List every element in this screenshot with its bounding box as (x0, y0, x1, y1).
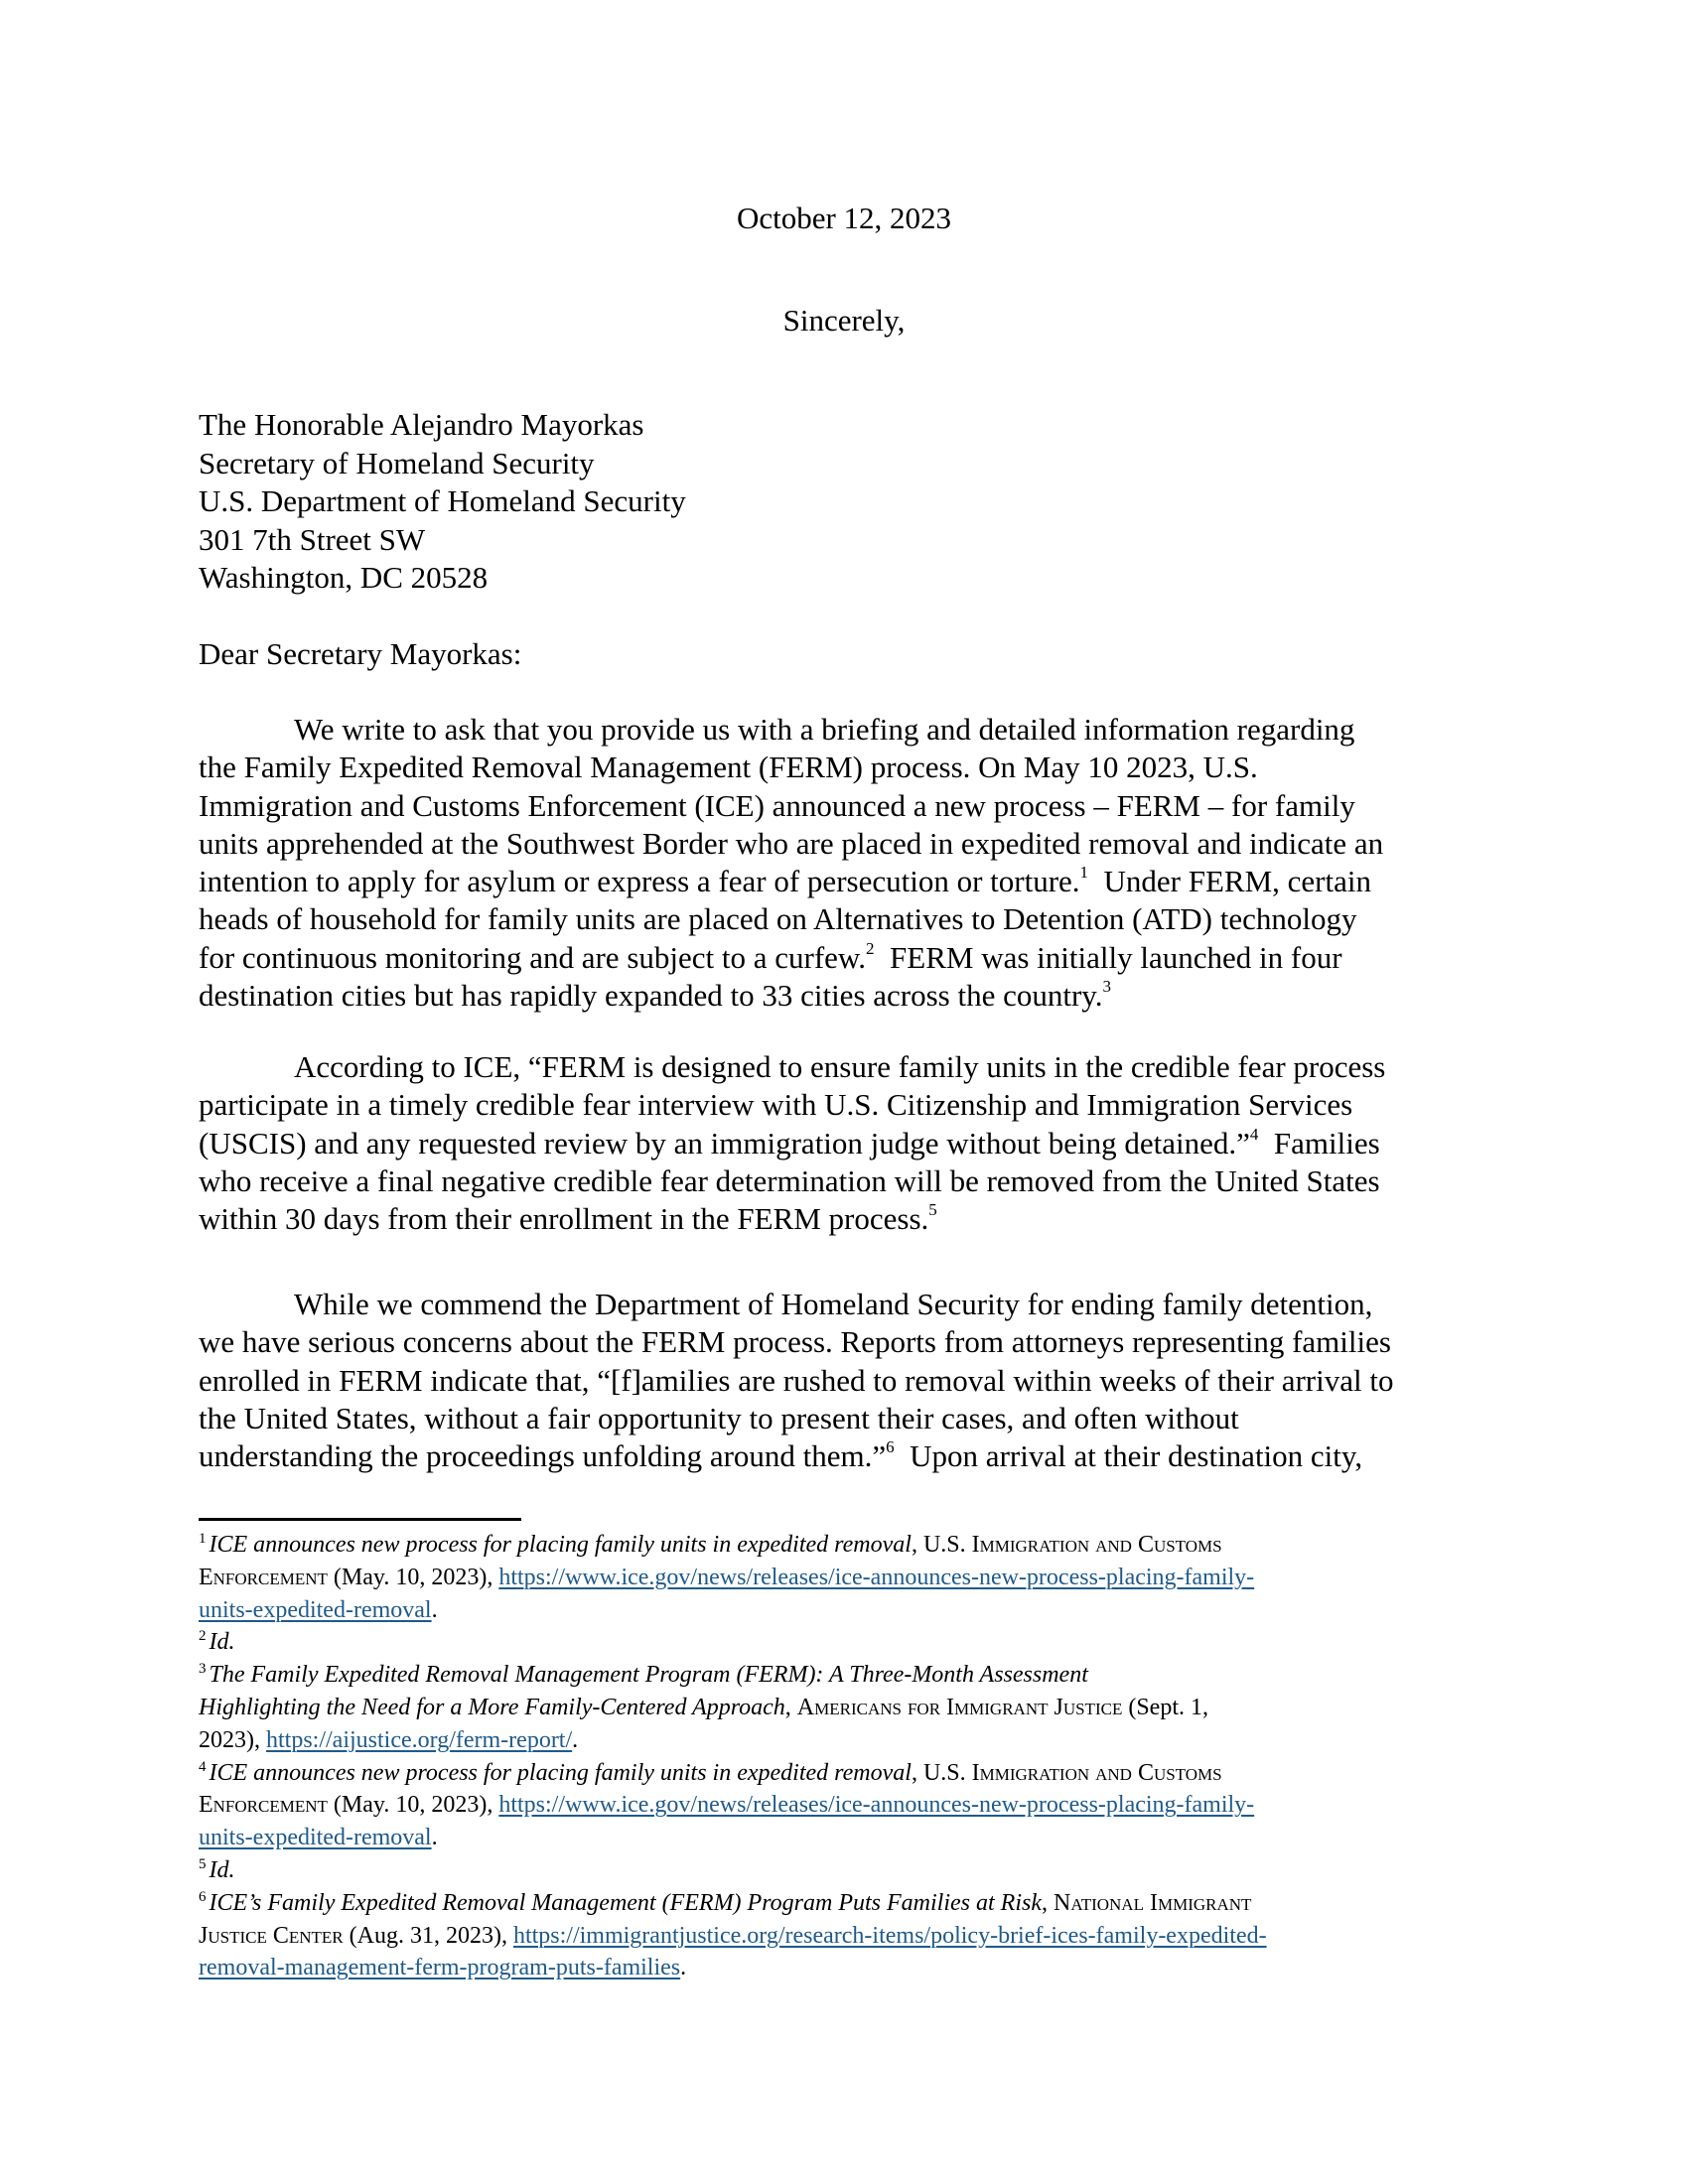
paragraph-line: who receive a final negative credible fear determination will be removed from the United States (199, 1162, 1380, 1198)
footnote-6: $^6$ ICE’s Family Expedited Removal Management (FERM) Program Puts Families at Risk, National Immigrant (199, 1888, 1252, 1916)
footnote-ref-6[interactable]: 6 (886, 1437, 895, 1457)
body-paragraph-2 (199, 1048, 1489, 1238)
paragraph-line: According to ICE, “FERM is designed to ensure family units in the credible fear process (294, 1049, 1386, 1084)
recipient-street: 301 7th Street SW (199, 521, 426, 557)
paragraph-line: for continuous monitoring and are subject to a curfew.$^2$ FERM was initially launched in four (199, 938, 1342, 975)
paragraph-line: understanding the proceedings unfolding around them.”$^6$ Upon arrival at their destination city, (199, 1437, 1363, 1474)
paragraph-line: While we commend the Department of Homeland Security for ending family detention, (294, 1287, 1373, 1321)
letter-date: October 12, 2023 (736, 201, 952, 235)
footnote-5: $^5$ Id. (199, 1855, 235, 1883)
paragraph-line: We write to ask that you provide us with a briefing and detailed information regarding (294, 712, 1355, 747)
paragraph-line: enrolled in FERM indicate that, “[f]amilies are rushed to removal within weeks of their arrival to (199, 1362, 1394, 1398)
footnote-ref-5[interactable]: 5 (928, 1200, 937, 1220)
footnote-3: $^3$ The Family Expedited Removal Management Program (FERM): A Three-Month Assessment (199, 1661, 1088, 1689)
recipient-name: The Honorable Alejandro Mayorkas (199, 407, 644, 442)
paragraph-line: units apprehended at the Southwest Border who are placed in expedited removal and indicate an (199, 825, 1384, 861)
recipient-address-block (199, 406, 686, 598)
paragraph-line: destination cities but has rapidly expanded to 33 cities across the country.$^3$ (199, 977, 1112, 1014)
paragraph-line: participate in a timely credible fear interview with U.S. Citizenship and Immigration Services (199, 1087, 1353, 1123)
footnote-ref-3[interactable]: 3 (1102, 977, 1112, 997)
letter-closing: Sincerely, (782, 303, 906, 338)
footnote-6-link[interactable]: https://immigrantjustice.org/research-items/policy-brief-ices-family-expedited- (512, 1922, 1267, 1949)
footnote-1: $^1$ ICE announces new process for placing family units in expedited removal, U.S. Immigration and Customs (199, 1531, 1222, 1558)
paragraph-line: intention to apply for asylum or express a fear of persecution or torture.$^1$ Under FERM, certain (199, 863, 1371, 899)
footnote-title: ICE’s Family Expedited Removal Management (FERM) Program Puts Families at Risk (209, 1889, 1042, 1916)
footnote-ref-4[interactable]: 4 (1249, 1124, 1259, 1144)
paragraph-line: within 30 days from their enrollment in the FERM process.$^5$ (199, 1200, 937, 1237)
footnote-1-link[interactable]: https://www.ice.gov/news/releases/ice-announces-new-process-placing-family- (498, 1564, 1255, 1590)
paragraph-line: (USCIS) and any requested review by an immigration judge without being detained.”$^4$ Families (199, 1124, 1380, 1160)
footnote-4-link-cont[interactable]: units-expedited-removal (199, 1825, 432, 1851)
paragraph-line: we have serious concerns about the FERM process. Reports from attorneys representing families (199, 1324, 1391, 1360)
footnote-ref-1[interactable]: 1 (1079, 863, 1089, 883)
recipient-title: Secretary of Homeland Security (199, 445, 595, 480)
footnotes-section: $^1$ ICE announces new process for placing family units in expedited removal, U.S. Immigration and Customs Enforcement (May. 10, 2023), https://www.ice.gov/news/releases/ice-announces-new-process-placing-family- units-expedited-removal. $^2$ Id. $^3$ The Family Expedited Removal Management Program (FERM): A Three-Month Assessment Highlighting the Need for a More Family-Centered Approach, Americans for Immigrant Justice (Sept. 1, 2023), https://aijustice.org/ferm-report/. $^4$ ICE announces new process for placing family units in expedited removal, U.S. Immigration and Customs Enforcement (May. 10, 2023), https://www.ice.gov/news/releases/ice-announces-new-process-placing-family- units-expedited-removal. $^5$ Id. $^6$ ICE’s Family Expedited Removal Management (FERM) Program Puts Families at Risk, National Immigrant Justice Center (Aug. 31, 2023), https://immigrantjustice.org/research-items/policy-brief-ices-family-expedited- removal-management-ferm-program-puts-families. (199, 1529, 1509, 1984)
footnote-separator (199, 1518, 521, 1521)
footnote-3-link[interactable]: https://aijustice.org/ferm-report/ (266, 1726, 573, 1753)
salutation: Dear Secretary Mayorkas: (199, 636, 522, 671)
body-paragraph-1 (199, 711, 1489, 1015)
footnote-ref-2[interactable]: 2 (866, 938, 875, 958)
paragraph-line: heads of household for family units are placed on Alternatives to Detention (ATD) technology (199, 901, 1357, 937)
footnote-title: The Family Expedited Removal Management Program (FERM): A Three-Month Assessment (209, 1662, 1088, 1689)
recipient-department: U.S. Department of Homeland Security (199, 483, 686, 518)
paragraph-line: the Family Expedited Removal Management (FERM) process. On May 10 2023, U.S. (199, 750, 1258, 785)
body-paragraph-3 (199, 1286, 1489, 1475)
footnote-4: $^4$ ICE announces new process for placing family units in expedited removal, U.S. Immigration and Customs (199, 1758, 1222, 1786)
paragraph-line: Immigration and Customs Enforcement (ICE) announced a new process – FERM – for family (199, 787, 1355, 823)
footnote-title: ICE announces new process for placing family units in expedited removal (209, 1532, 912, 1558)
footnote-title: ICE announces new process for placing family units in expedited removal (209, 1759, 912, 1786)
footnote-1-link-cont[interactable]: units-expedited-removal (199, 1596, 432, 1623)
footnote-4-link[interactable]: https://www.ice.gov/news/releases/ice-announces-new-process-placing-family- (498, 1792, 1255, 1819)
paragraph-line: the United States, without a fair opportunity to present their cases, and often without (199, 1400, 1239, 1435)
recipient-city: Washington, DC 20528 (199, 560, 489, 595)
footnote-2: $^2$ Id. (199, 1628, 235, 1656)
footnote-6-link-cont[interactable]: removal-management-ferm-program-puts-families (199, 1955, 681, 1981)
